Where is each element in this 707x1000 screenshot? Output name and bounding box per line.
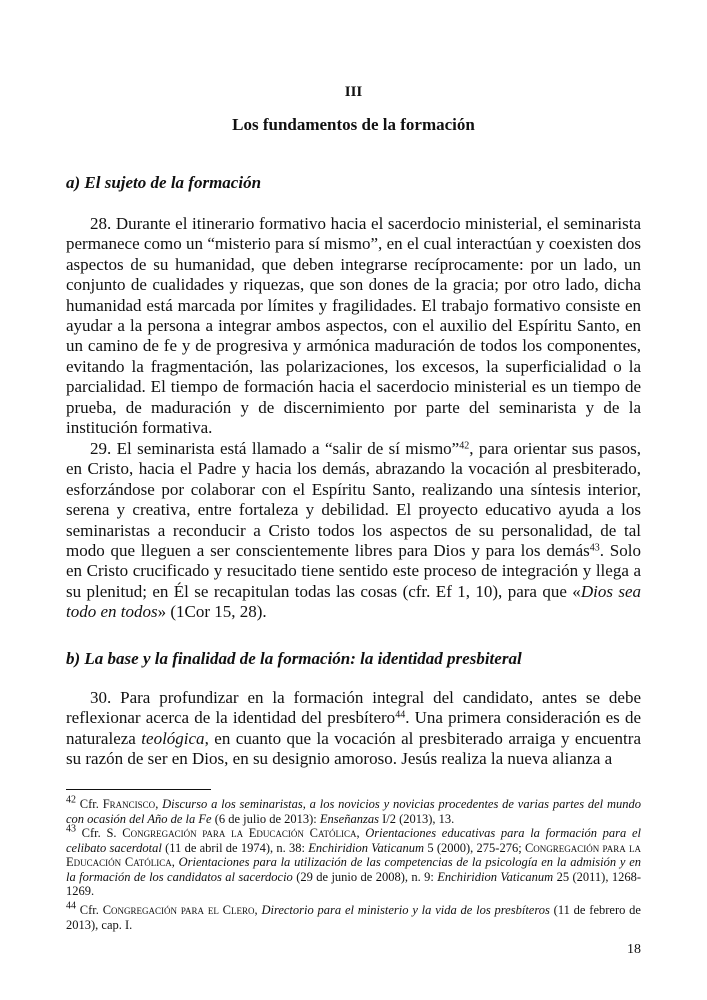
footnote-44: $^{44}$ Cfr. Congregación para el Clero, Directorio para el ministerio y la vida de los presbíteros (11 de febrero de 2013), cap. I. bbox=[66, 900, 641, 932]
footnote-42-author: Francisco bbox=[102, 797, 156, 811]
footnote-43-number: 43 bbox=[66, 823, 76, 835]
chapter-number: III bbox=[344, 84, 363, 100]
paragraph-29-text-2: , para orientar sus pasos, en Cristo, hacia el Padre y hacia los demás, abrazando la vocación al presbiterado, esforzándose por colaborar con el Espíritu Santo, realizando una síntesis interior, serena y creativa, entre fortaleza y debilidad. El proyecto educativo ayuda a los seminaristas a reconducir a Cristo todos los aspectos de su personalidad, de tal modo que lleguen a ser conscientemente libres para Dios y para los demás bbox=[66, 439, 641, 561]
footnote-divider bbox=[66, 789, 211, 790]
paragraph-30-text-3: , en cuanto que la vocación al presbiterado arraiga y encuentra su razón de ser en Dios, en su designio amoroso. Jesús realiza la nueva alianza a bbox=[66, 728, 641, 769]
footnote-ref-43: 43 bbox=[589, 542, 600, 554]
footnote-43-author-1: Congregación para la Educación Católica bbox=[122, 826, 357, 840]
footnote-42-title: Discurso a los seminaristas, a los novicios y novicias procedentes de varias partes del mundo con ocasión del Año de la Fe bbox=[66, 797, 641, 826]
footnote-44-number: 44 bbox=[66, 900, 76, 912]
chapter-title: Los fundamentos de la formación bbox=[232, 115, 475, 134]
footnote-43-source-2: Enchiridion Vaticanum bbox=[437, 869, 554, 884]
paragraph-29-quote: Dios sea todo en todos bbox=[66, 581, 641, 622]
footnote-43-title-1: Orientaciones educativas para la formación para el celibato sacerdotal bbox=[66, 826, 641, 855]
paragraph-30-italic: teológica bbox=[141, 728, 205, 748]
paragraph-30 bbox=[66, 688, 641, 770]
paragraph-29-text-3: . Solo en Cristo crucificado y resucitado tiene sentido este proceso de integración y llega a su plenitud; en Él se recapitulan todas las cosas (cfr. Ef 1, 10), para que « bbox=[66, 541, 641, 601]
footnote-43-author-2: Congregación para la Educación Católica bbox=[66, 840, 641, 870]
footnote-ref-44: 44 bbox=[395, 709, 406, 721]
paragraph-29-text-1: 29. El seminarista está llamado a “salir de sí mismo” bbox=[90, 439, 460, 458]
paragraph-30-text-2: . Una primera consideración es de naturaleza bbox=[66, 708, 641, 748]
paragraph-28: 28. Durante el itinerario formativo hacia el sacerdocio ministerial, el seminarista permanece como un “misterio para sí mismo”, en el cual interactúan y coexisten dos aspectos de su humanidad, que deben integrarse recíprocamente: por un lado, un conjunto de cualidades y riquezas, que son dones de la gracia; por otro lado, dicha humanidad está marcada por límites y fragilidades. El trabajo formativo consiste en ayudar a la persona a integrar ambos aspectos, con el auxilio del Espíritu Santo, en un camino de fe y de progresiva y armónica maduración de todos los componentes, evitando la fragmentación, las polarizaciones, los excesos, la superficialidad o la parcialidad. El tiempo de formación hacia el sacerdocio ministerial es un tiempo de prueba, de maduración y de discernimiento por parte del seminarista y de la institución formativa. bbox=[66, 214, 641, 438]
footnote-43-title-2: Orientaciones para la utilización de las competencias de la psicología en la admisión y en la formación de los candidatos al sacerdocio bbox=[66, 855, 641, 884]
section-heading-a: a) El sujeto de la formación bbox=[66, 173, 262, 192]
footnote-ref-42: 42 bbox=[459, 440, 470, 452]
footnote-42: $^{42}$ Cfr. Francisco, Discurso a los seminaristas, a los novicios y novicias procedentes de varias partes del mundo con ocasión del Año de la Fe (6 de julio de 2013): Enseñanzas I/2 (2013), 13. bbox=[66, 794, 641, 826]
paragraph-29 bbox=[66, 439, 641, 623]
page-number: 18 bbox=[627, 942, 641, 957]
footnote-44-title: Directorio para el ministerio y la vida de los presbíteros bbox=[261, 903, 550, 917]
paragraph-29-text-4: » (1Cor 15, 28). bbox=[157, 602, 267, 622]
paragraph-30-text-1: 30. Para profundizar en la formación integral del candidato, antes se debe reflexionar acerca de la identidad del presbítero bbox=[66, 688, 641, 728]
section-heading-b: b) La base y la finalidad de la formación: la identidad presbiteral bbox=[66, 649, 522, 668]
footnote-42-number: 42 bbox=[66, 794, 76, 806]
footnote-42-source: Enseñanzas bbox=[319, 811, 379, 826]
footnote-43: $^{43}$ Cfr. S. Congregación para la Educación Católica, Orientaciones educativas para la formación para el celibato sacerdotal (11 de abril de 1974), n. 38: Enchiridion Vaticanum 5 (2000), 275-276; Congregación para la Educación Católica, Orientaciones para la utilización de las competencias de la psicología en la admisión y en la formación de los candidatos al sacerdocio (29 de junio de 2008), n. 9: Enchiridion Vaticanum 25 (2011), 1268-1269. bbox=[66, 823, 641, 899]
footnote-43-source-1: Enchiridion Vaticanum bbox=[308, 840, 425, 855]
footnote-44-author: Congregación para el Clero bbox=[102, 903, 255, 917]
